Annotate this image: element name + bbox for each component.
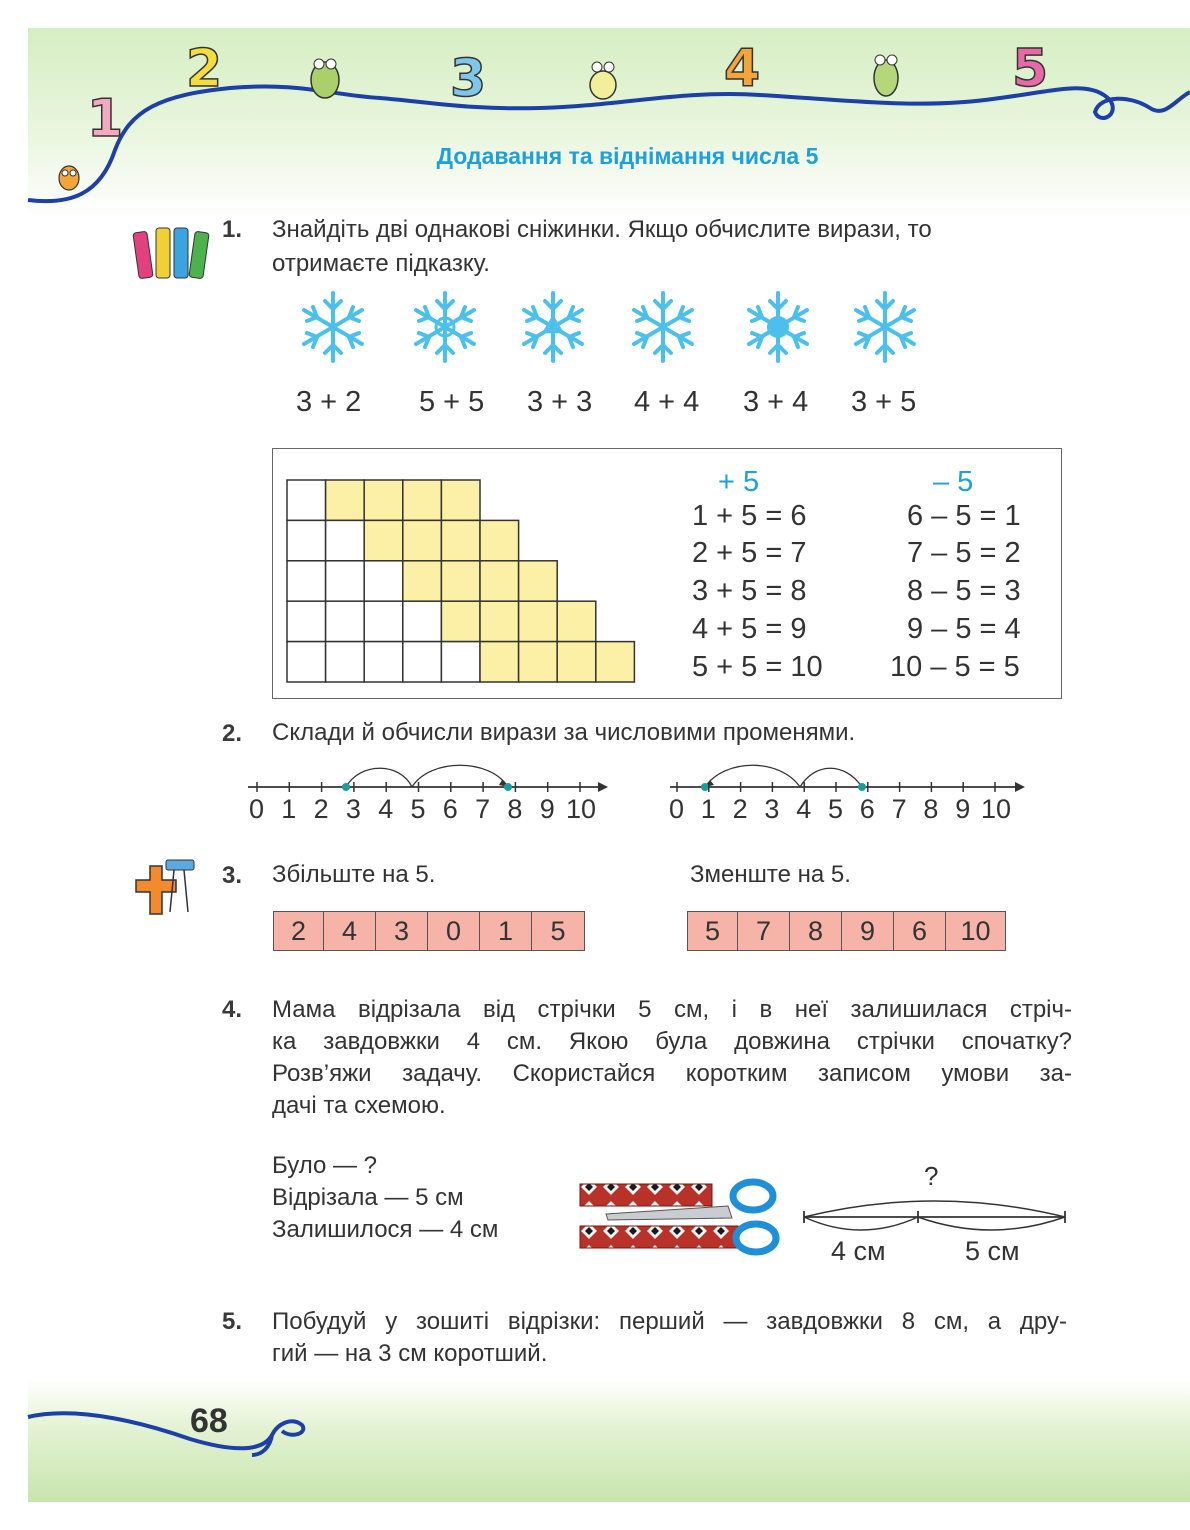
mascot-bug [583, 55, 623, 110]
decrease-cell: 10 [960, 916, 991, 946]
white-cell [287, 561, 326, 601]
plus-equation: 4 + 5 = 9 [692, 613, 807, 645]
ray-tick-label: 4 [378, 794, 394, 824]
task5-number: 5. [222, 1308, 243, 1335]
yellow-cell [519, 601, 558, 641]
ray-tick-label: 3 [764, 794, 780, 824]
white-cell [441, 642, 480, 682]
footer-wave [0, 1395, 340, 1465]
ray-tick-label: 9 [955, 794, 971, 824]
svg-text:1: 1 [87, 89, 121, 146]
white-cell [287, 642, 326, 682]
ray-tick-label: 6 [859, 794, 875, 824]
mascot-three [446, 46, 490, 111]
expression: 5 + 5 [419, 386, 485, 418]
minus-equation: 7 – 5 = 2 [907, 537, 1021, 569]
svg-text:4: 4 [724, 39, 761, 96]
yellow-cell [557, 601, 596, 641]
ray-tick-label: 2 [313, 794, 329, 824]
yellow-cell [364, 520, 403, 560]
increase-label: Збільште на 5. [272, 861, 436, 888]
decrease-label: Зменште на 5. [690, 861, 851, 888]
ray-tick-label: 7 [475, 794, 491, 824]
ray-tick-label: 1 [700, 794, 716, 824]
increase-cell: 0 [428, 912, 480, 950]
ray-tick-label: 1 [281, 794, 297, 824]
yellow-cell [441, 480, 480, 520]
snowflake-icon [856, 293, 914, 361]
white-cell [326, 561, 365, 601]
page-number: 68 [190, 1402, 228, 1440]
yellow-cell [596, 642, 635, 682]
yellow-cell [557, 642, 596, 682]
white-cell [287, 601, 326, 641]
increase-cells [273, 911, 585, 951]
ray-tick-label: 10 [981, 794, 1012, 824]
ray-tick-label: 3 [345, 794, 361, 824]
white-cell [364, 642, 403, 682]
increase-cell: 1 [480, 912, 532, 950]
short-note-was: Було — ? [272, 1152, 377, 1179]
yellow-cell [364, 480, 403, 520]
ray-tick-label: 7 [891, 794, 907, 824]
decrease-cell: 9 [842, 912, 894, 950]
mascot-two [182, 36, 226, 101]
ray-tick-label: 5 [410, 794, 426, 824]
snowflake-icon [416, 293, 474, 361]
mascot-frog [305, 52, 345, 107]
scheme-right-length: 5 см [965, 1236, 1020, 1266]
ray-tick-label: 5 [828, 794, 844, 824]
minus-header: – 5 [933, 466, 974, 498]
white-cell [326, 601, 365, 641]
scheme-left-length: 4 см [831, 1236, 886, 1266]
plus-minus-characters-icon [122, 852, 198, 929]
white-cell [326, 642, 365, 682]
task1-number: 1. [222, 216, 243, 243]
mascot-one [83, 86, 121, 151]
white-cell [364, 601, 403, 641]
yellow-cell [403, 480, 442, 520]
ray-tick-label: 2 [732, 794, 748, 824]
short-note-left: Залишилося — 4 см [272, 1216, 499, 1243]
white-cell [287, 480, 326, 520]
pencils-icon [130, 222, 216, 293]
task3-number: 3. [222, 862, 243, 889]
yellow-cell [441, 520, 480, 560]
expression: 4 + 4 [634, 386, 700, 418]
task4-text-line1: Мама відрізала від стрічки 5 см, і в неї залишилася стріч- [272, 996, 1072, 1023]
white-cell [403, 642, 442, 682]
white-cell [403, 601, 442, 641]
task2-number: 2. [222, 720, 243, 747]
white-cell [326, 520, 365, 560]
decrease-cell: 7 [738, 912, 790, 950]
minus-equation: 10 – 5 = 5 [890, 651, 1020, 683]
snowflakes-row [0, 285, 1190, 370]
yellow-cell [480, 601, 519, 641]
ribbon-scissors-icon [578, 1176, 783, 1263]
ray-tick-label: 4 [796, 794, 812, 824]
expression: 3 + 4 [743, 386, 809, 418]
plus-equation: 1 + 5 = 6 [692, 500, 807, 532]
ray-tick-label: 8 [923, 794, 939, 824]
yellow-cell [403, 520, 442, 560]
snowflake-icon [749, 293, 807, 361]
scheme-question: ? [924, 1161, 939, 1191]
task5-text-line2: гий — на 3 см коротший. [272, 1340, 548, 1367]
task4-number: 4. [222, 996, 243, 1023]
yellow-cell [480, 561, 519, 601]
expression: 3 + 5 [851, 386, 917, 418]
number-ray-right [670, 765, 1025, 792]
header-wave [0, 0, 1190, 230]
number-ray-left [248, 765, 608, 792]
snowflake-icon [524, 293, 582, 361]
decrease-cell: 8 [790, 912, 842, 950]
ray-tick-label: 6 [442, 794, 458, 824]
increase-cell: 4 [324, 912, 376, 950]
task4-text-line3: Розв’яжи задачу. Скористайся коротким записом умови за- [272, 1060, 1072, 1087]
ray-tick-label: 10 [566, 794, 597, 824]
task5-text-line1: Побудуй у зошиті відрізки: перший — завдовжки 8 см, а дру- [272, 1308, 1067, 1335]
increase-cell: 2 [274, 912, 324, 950]
yellow-cell [519, 561, 558, 601]
page-title: Додавання та віднімання числа 5 [436, 143, 819, 169]
decrease-cells [687, 911, 1006, 951]
ray-tick-label: 0 [249, 794, 265, 824]
staircase-grid [286, 479, 676, 683]
plus-header: + 5 [718, 466, 760, 498]
increase-cell: 3 [376, 912, 428, 950]
minus-equation: 9 – 5 = 4 [907, 613, 1021, 645]
yellow-cell [480, 520, 519, 560]
task1-text-line2: отримаєте підказку. [272, 250, 490, 277]
expression: 3 + 3 [527, 386, 593, 418]
plus-equation: 2 + 5 = 7 [692, 537, 807, 569]
expression: 3 + 2 [296, 386, 362, 418]
yellow-cell [441, 601, 480, 641]
short-note-cut: Відрізала — 5 см [272, 1184, 464, 1211]
plus-equation: 3 + 5 = 8 [692, 575, 807, 607]
decrease-cell: 6 [894, 912, 946, 950]
minus-equation: 6 – 5 = 1 [907, 500, 1021, 532]
snowflake-icon [304, 293, 362, 361]
plus-equation: 5 + 5 = 10 [692, 651, 823, 683]
minus-equation: 8 – 5 = 3 [907, 575, 1021, 607]
ray-tick-label: 9 [539, 794, 555, 824]
decrease-cell: 5 [688, 912, 738, 950]
task4-text-line4: дачі та схемою. [272, 1092, 446, 1119]
mascot-lizard [866, 50, 906, 105]
white-cell [287, 520, 326, 560]
task2-text: Склади й обчисли вирази за числовими променями. [272, 719, 856, 746]
task1-text-line1: Знайдіть дві однакові сніжинки. Якщо обчислите вирази, то [272, 216, 932, 243]
snowflake-icon [634, 293, 692, 361]
svg-text:3: 3 [450, 49, 487, 106]
svg-text:2: 2 [186, 39, 223, 96]
increase-cell: 5 [550, 916, 566, 946]
yellow-cell [326, 480, 365, 520]
ray-tick-label: 0 [669, 794, 685, 824]
white-cell [364, 561, 403, 601]
yellow-cell [403, 561, 442, 601]
ray-tick-label: 8 [507, 794, 523, 824]
mascot-five [1008, 36, 1052, 101]
yellow-cell [441, 561, 480, 601]
yellow-cell [480, 642, 519, 682]
svg-text:5: 5 [1012, 39, 1049, 96]
mascot-four [720, 36, 768, 101]
task4-text-line2: ка завдовжки 4 см. Якою була довжина стрічки спочатку? [272, 1028, 1072, 1055]
yellow-cell [519, 642, 558, 682]
